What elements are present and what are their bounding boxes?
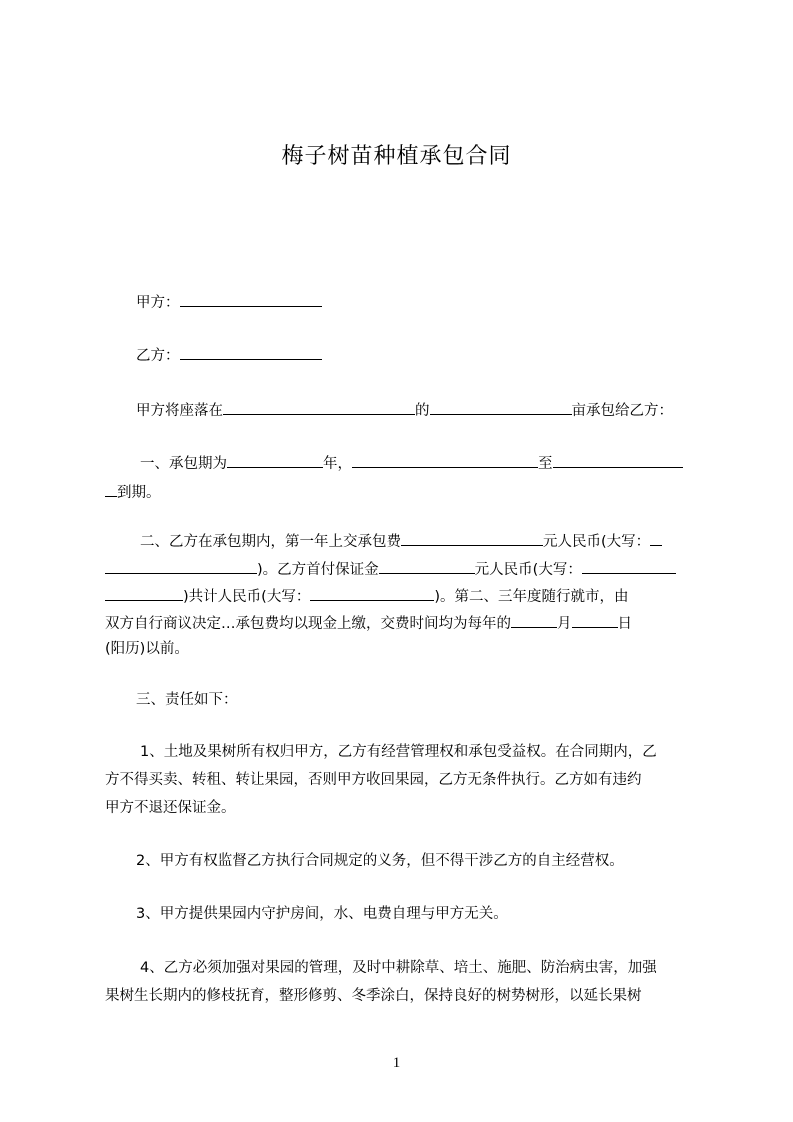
clause2-text-4b: 月 [557, 616, 572, 632]
deposit-words-blank[interactable] [582, 558, 676, 574]
clause2-text-2a: )。乙方首付保证金 [257, 562, 379, 578]
first-year-fee-words-blank-cont[interactable] [105, 558, 257, 574]
clause2-text-3b: )。第二、三年度随行就市，由 [434, 589, 629, 605]
clause2-text-4c: 日 [617, 616, 632, 632]
clause2-text-1b: 元人民币(大写： [543, 534, 651, 550]
clause2-line5 [105, 639, 189, 659]
clause1-line2 [105, 481, 161, 503]
clause3-item1-line1: 1、土地及果树所有权归甲方，乙方有经营管理权和承包受益权。在合同期内，乙 [140, 744, 657, 760]
party-a-blank[interactable] [180, 291, 322, 307]
clause2-text-3a: )共计人民币(大写： [183, 589, 311, 605]
party-a-label: 甲方： [136, 295, 180, 311]
clause3-item1-line2: 方不得买卖、转租、转让果园，否则甲方收回果园，乙方无条件执行。乙方如有违约 [105, 772, 642, 788]
document-title: 梅子树苗种植承包合同 [281, 144, 512, 169]
clause1-line1 [140, 452, 683, 474]
clause2-text-4a: 双方自行商议决定…承包费均以现金上缴，交费时间均为每年的 [105, 616, 511, 632]
payment-month-blank[interactable] [511, 612, 557, 628]
clause2-line2 [105, 558, 676, 580]
intro-text-3: 亩承包给乙方： [571, 403, 673, 419]
deposit-blank[interactable] [379, 558, 475, 574]
total-words-blank[interactable] [310, 585, 434, 601]
term-start-blank[interactable] [352, 452, 538, 468]
party-b-label: 乙方： [136, 348, 180, 364]
term-end-blank-cont[interactable] [105, 481, 117, 497]
clause1-text-3: 至 [538, 456, 553, 472]
intro-line [136, 399, 673, 421]
intro-text-1: 甲方将座落在 [136, 403, 223, 419]
clause3-item4-line1: 4、乙方必须加强对果园的管理，及时中耕除草、培土、施肥、防治病虫害，加强 [140, 960, 657, 976]
clause3-item4-line2: 果树生长期内的修枝抚育，整形修剪、冬季涂白，保持良好的树势树形，以延长果树 [105, 988, 642, 1004]
clause2-line1 [140, 530, 662, 552]
intro-text-2: 的 [415, 403, 430, 419]
party-a-line [136, 291, 322, 313]
clause2-line3 [105, 585, 628, 607]
clause2-text-2b: 元人民币(大写： [474, 562, 582, 578]
clause3-item1-line3: 甲方不退还保证金。 [105, 800, 236, 816]
deposit-words-blank-cont[interactable] [105, 585, 183, 601]
clause1-text-1: 一、承包期为 [140, 456, 227, 472]
term-end-blank[interactable] [553, 452, 683, 468]
first-year-fee-words-blank[interactable] [650, 530, 662, 546]
clause3-item2: 2、甲方有权监督乙方执行合同规定的义务，但不得干涉乙方的自主经营权。 [136, 853, 624, 869]
area-blank[interactable] [430, 399, 572, 415]
payment-day-blank[interactable] [572, 612, 618, 628]
clause1-text-2: 年， [323, 456, 352, 472]
location-blank[interactable] [223, 399, 415, 415]
first-year-fee-blank[interactable] [401, 530, 543, 546]
clause3-heading: 三、责任如下： [136, 692, 238, 708]
party-b-line [136, 344, 322, 366]
clause2-text-1a: 二、乙方在承包期内，第一年上交承包费 [140, 534, 401, 550]
clause2-line4 [105, 612, 632, 634]
page-number: 1 [392, 1055, 401, 1071]
clause1-text-4: 到期。 [117, 485, 161, 501]
clause2-text-5: (阳历)以前。 [105, 641, 189, 657]
party-b-blank[interactable] [180, 344, 322, 360]
term-years-blank[interactable] [227, 452, 323, 468]
clause3-item3: 3、甲方提供果园内守护房间，水、电费自理与甲方无关。 [136, 906, 508, 922]
